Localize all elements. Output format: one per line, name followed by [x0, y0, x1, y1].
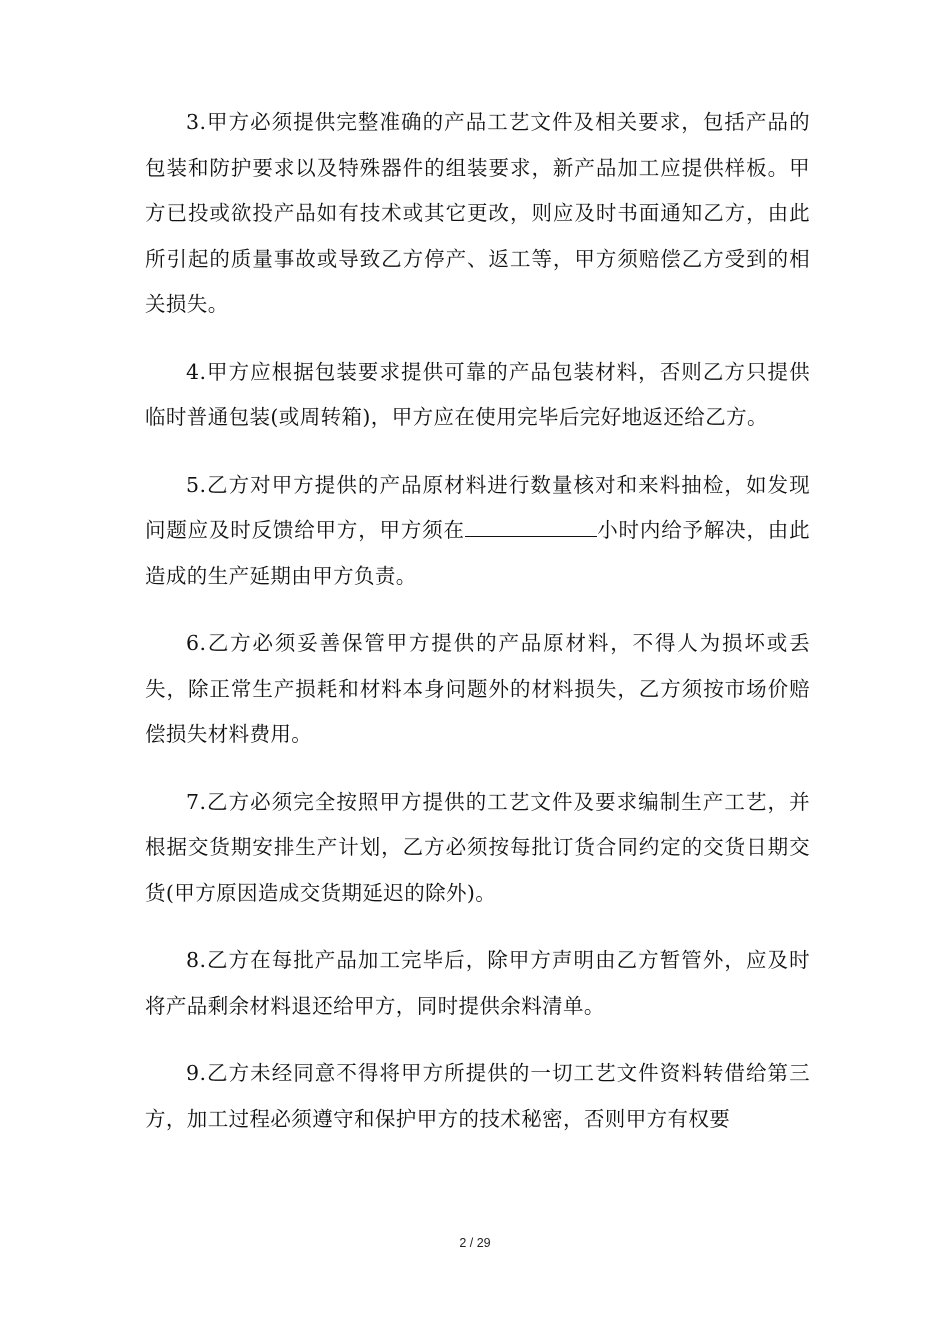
clause-5-text-before-blank: 5.乙方对甲方提供的产品原材料进行数量核对和来料抽检，如发现问题应及时反馈给甲方，甲方须在	[145, 472, 810, 542]
clause-5-text-after-blank: 小时内给予解决，由此造成的生产延期由甲方负责。	[145, 518, 811, 588]
clause-9-paragraph: 9.乙方未经同意不得将甲方所提供的一切工艺文件资料转借给第三方，加工过程必须遵守和保护甲方的技术秘密，否则甲方有权要	[145, 1061, 810, 1131]
clause-3-paragraph: 3.甲方必须提供完整准确的产品工艺文件及相关要求，包括产品的包装和防护要求以及特殊器件的组装要求，新产品加工应提供样板。甲方已投或欲投产品如有技术或其它更改，则应及时书面通知乙方，由此所引起的质量事故或导致乙方停产、返工等，甲方须赔偿乙方受到的相关损失。	[145, 110, 810, 316]
clause-7-paragraph: 7.乙方必须完全按照甲方提供的工艺文件及要求编制生产工艺，并根据交货期安排生产计划，乙方必须按每批订货合同约定的交货日期交货(甲方原因造成交货期延迟的除外)。	[145, 789, 810, 905]
fill-in-blank	[465, 513, 597, 537]
clause-6-paragraph: 6.乙方必须妥善保管甲方提供的产品原材料，不得人为损坏或丢失，除正常生产损耗和材料本身问题外的材料损失，乙方须按市场价赔偿损失材料费用。	[145, 631, 810, 746]
document-body	[145, 100, 810, 1164]
clause-5-paragraph	[145, 463, 810, 600]
clause-4-paragraph: 4.甲方应根据包装要求提供可靠的产品包装材料，否则乙方只提供临时普通包装(或周转箱)，甲方应在使用完毕后完好地返还给乙方。	[145, 359, 810, 429]
page-number: 2 / 29	[459, 1236, 491, 1250]
clause-8-paragraph: 8.乙方在每批产品加工完毕后，除甲方声明由乙方暂管外，应及时将产品剩余材料退还给甲方，同时提供余料清单。	[145, 948, 810, 1018]
